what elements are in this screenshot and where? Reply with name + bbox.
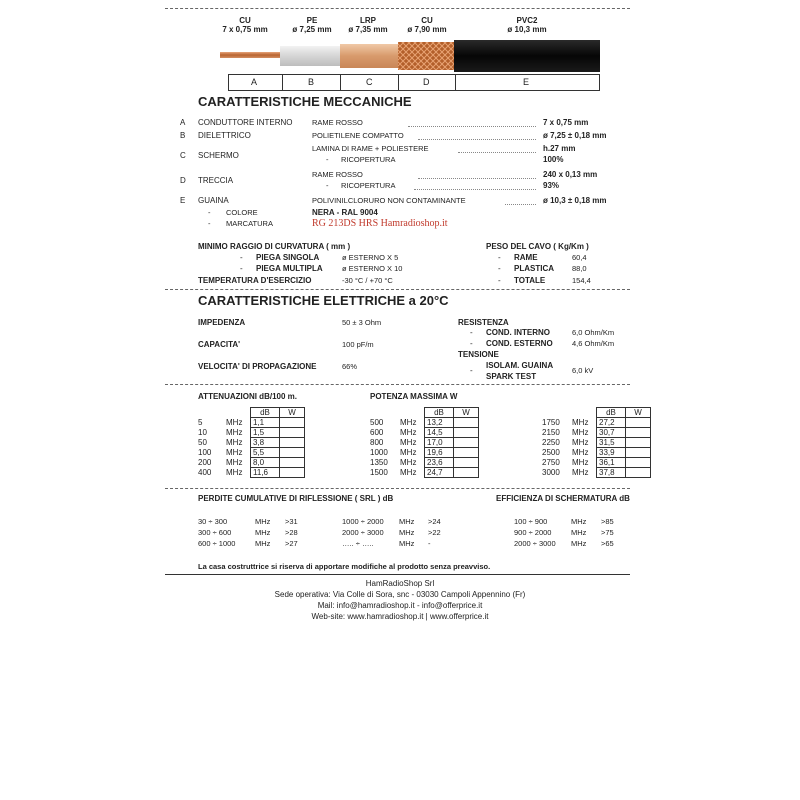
mech-row-value: 240 x 0,13 mm xyxy=(543,170,598,179)
letter-e: E xyxy=(523,77,530,87)
isolam-guaina-label: ISOLAM. GUAINA xyxy=(486,361,554,370)
srl-range: ….. ÷ ….. xyxy=(342,539,374,548)
db-header: dB xyxy=(425,408,454,418)
footer-web: Web-site: www.hamradioshop.it | www.offerprice.it xyxy=(311,612,489,621)
eff-value: >65 xyxy=(601,539,614,548)
top-divider xyxy=(165,8,630,9)
unit-cell: MHz xyxy=(226,418,243,427)
unit-cell: MHz xyxy=(400,418,417,427)
layer-d-header xyxy=(407,16,446,34)
divider xyxy=(165,384,630,385)
db-cell: 3,8 xyxy=(251,438,280,448)
freq-cell: 50 xyxy=(198,438,207,447)
capacita-label: CAPACITA' xyxy=(198,340,241,349)
unit-cell: MHz xyxy=(226,468,243,477)
piega-singola-label: PIEGA SINGOLA xyxy=(256,253,320,262)
braid-d xyxy=(398,42,456,70)
layer-e-header xyxy=(507,16,546,34)
srl-title: PERDITE CUMULATIVE DI RIFLESSIONE ( SRL ) dB xyxy=(198,494,394,503)
layer-name: PE xyxy=(306,16,318,25)
letter-c: C xyxy=(366,77,373,87)
mech-row-sub: RICOPERTURA xyxy=(341,181,396,190)
mech-row-subvalue: 100% xyxy=(543,155,564,164)
db-cell: 17,0 xyxy=(425,438,454,448)
freq-cell: 1350 xyxy=(370,458,388,467)
freq-cell: 3000 xyxy=(542,468,560,477)
mech-row-letter: B xyxy=(180,131,186,140)
srl-range: 30 ÷ 300 xyxy=(198,517,228,526)
srl-unit: MHz xyxy=(399,517,415,526)
letter-b: B xyxy=(308,77,315,87)
unit-cell: MHz xyxy=(572,418,589,427)
freq-cell: 2750 xyxy=(542,458,560,467)
db-header: dB xyxy=(597,408,626,418)
freq-cell: 10 xyxy=(198,428,207,437)
srl-range: 1000 ÷ 2000 xyxy=(342,517,384,526)
srl-range: 300 ÷ 600 xyxy=(198,528,232,537)
db-cell: 36,1 xyxy=(597,458,626,468)
mech-row-label: DIELETTRICO xyxy=(198,131,251,140)
mech-row-desc: POLIETILENE COMPATTO xyxy=(312,131,404,140)
db-cell: 19,6 xyxy=(425,448,454,458)
db-header: dB xyxy=(251,408,280,418)
layer-name: CU xyxy=(239,16,251,25)
srl-range: 2000 ÷ 3000 xyxy=(342,528,384,537)
peso-plastica-label: PLASTICA xyxy=(514,264,554,273)
w-header: W xyxy=(454,408,479,418)
layer-a-header xyxy=(222,16,267,34)
layer-size: ø 7,90 mm xyxy=(407,25,447,34)
srl-unit: MHz xyxy=(399,539,415,548)
mech-row-letter: D xyxy=(180,176,186,185)
disclaimer: La casa costruttrice si riserva di apportare modifiche al prodotto senza preavviso. xyxy=(198,562,491,571)
layer-size: ø 7,25 mm xyxy=(292,25,332,34)
divider xyxy=(165,488,630,489)
peso-title: PESO DEL CAVO ( Kg/Km ) xyxy=(486,242,589,251)
divider xyxy=(165,289,630,290)
temperatura-label: TEMPERATURA D'ESERCIZIO xyxy=(198,276,312,285)
eff-value: >85 xyxy=(601,517,614,526)
mech-row-value: ø 10,3 ± 0,18 mm xyxy=(543,196,607,205)
srl-value: >31 xyxy=(285,517,298,526)
velocita-label: VELOCITA' DI PROPAGAZIONE xyxy=(198,362,317,371)
mech-row-letter: E xyxy=(180,196,186,205)
unit-cell: MHz xyxy=(226,458,243,467)
unit-cell: MHz xyxy=(226,448,243,457)
db-cell: 8,0 xyxy=(251,458,280,468)
db-cell: 5,5 xyxy=(251,448,280,458)
dielectric-b xyxy=(280,46,342,66)
db-cell: 1,5 xyxy=(251,428,280,438)
db-cell: 27,2 xyxy=(597,418,626,428)
db-cell: 31,5 xyxy=(597,438,626,448)
unit-cell: MHz xyxy=(572,428,589,437)
freq-cell: 5 xyxy=(198,418,203,427)
mech-row-value: ø 7,25 ± 0,18 mm xyxy=(543,131,607,140)
layer-name: LRP xyxy=(359,16,376,25)
cond-esterno-value: 4,6 Ohm/Km xyxy=(572,339,615,348)
mech-row-desc: RAME ROSSO xyxy=(312,170,363,179)
unit-cell: MHz xyxy=(226,438,243,447)
eff-range: 2000 ÷ 3000 xyxy=(514,539,556,548)
footer-company: HamRadioShop Srl xyxy=(365,579,435,588)
db-cell: 11,6 xyxy=(251,468,280,478)
unit-cell: MHz xyxy=(400,448,417,457)
eff-unit: MHz xyxy=(571,517,587,526)
letter-row-bottom-line xyxy=(228,90,600,91)
mech-row-label: CONDUTTORE INTERNO xyxy=(198,118,293,127)
marcatura-label: MARCATURA xyxy=(226,219,273,228)
freq-cell: 200 xyxy=(198,458,212,467)
colore-label: COLORE xyxy=(226,208,258,217)
piega-singola-value: ø ESTERNO X 5 xyxy=(342,253,399,262)
foil-c xyxy=(340,44,400,68)
cond-interno-value: 6,0 Ohm/Km xyxy=(572,328,615,337)
unit-cell: MHz xyxy=(226,428,243,437)
layer-size: ø 7,35 mm xyxy=(348,25,388,34)
freq-cell: 400 xyxy=(198,468,212,477)
srl-value: >27 xyxy=(285,539,298,548)
peso-totale-value: 154,4 xyxy=(572,276,591,285)
peso-totale-label: TOTALE xyxy=(514,276,546,285)
attenuazioni-title: ATTENUAZIONI dB/100 m. xyxy=(198,392,297,401)
srl-unit: MHz xyxy=(255,539,271,548)
unit-cell: MHz xyxy=(572,448,589,457)
temperatura-value: -30 °C / +70 °C xyxy=(342,276,393,285)
mech-row-label: TRECCIA xyxy=(198,176,234,185)
freq-cell: 1500 xyxy=(370,468,388,477)
footer-address: Sede operativa: Via Colle di Sora, snc - 03030 Campoli Appennino (Fr) xyxy=(274,590,526,599)
colore-value: NERA - RAL 9004 xyxy=(312,208,378,217)
srl-unit: MHz xyxy=(255,528,271,537)
attenuation-table-1 xyxy=(196,407,305,478)
footer-mail: Mail: info@hamradioshop.it - info@offerprice.it xyxy=(317,601,483,610)
freq-cell: 100 xyxy=(198,448,212,457)
letter-a: A xyxy=(251,77,258,87)
eff-value: >75 xyxy=(601,528,614,537)
peso-rame-value: 60,4 xyxy=(572,253,587,262)
cond-esterno-label: COND. ESTERNO xyxy=(486,339,553,348)
unit-cell: MHz xyxy=(400,458,417,467)
db-cell: 1,1 xyxy=(251,418,280,428)
srl-value: >28 xyxy=(285,528,298,537)
peso-plastica-value: 88,0 xyxy=(572,264,587,273)
impedenza-label: IMPEDENZA xyxy=(198,318,246,327)
layer-size: 7 x 0,75 mm xyxy=(222,25,268,34)
attenuation-table-3 xyxy=(540,407,651,478)
resistenza-label: RESISTENZA xyxy=(458,318,509,327)
freq-cell: 2500 xyxy=(542,448,560,457)
db-cell: 13,2 xyxy=(425,418,454,428)
mech-row-desc: RAME ROSSO xyxy=(312,118,363,127)
srl-range: 600 ÷ 1000 xyxy=(198,539,236,548)
electrical-section-title: CARATTERISTICHE ELETTRICHE a 20°C xyxy=(198,293,449,308)
srl-value: - xyxy=(428,539,431,548)
mechanical-section-title: CARATTERISTICHE MECCANICHE xyxy=(198,94,412,109)
mech-row-label: GUAINA xyxy=(198,196,229,205)
srl-unit: MHz xyxy=(399,528,415,537)
freq-cell: 2250 xyxy=(542,438,560,447)
db-cell: 33,9 xyxy=(597,448,626,458)
attenuation-table-2 xyxy=(368,407,479,478)
schermatura-title: EFFICIENZA DI SCHERMATURA dB xyxy=(496,494,630,503)
isolam-guaina-value: 6,0 kV xyxy=(572,366,594,375)
tensione-label: TENSIONE xyxy=(458,350,499,359)
db-cell: 23,6 xyxy=(425,458,454,468)
eff-unit: MHz xyxy=(571,528,587,537)
freq-cell: 1750 xyxy=(542,418,560,427)
mech-row-subvalue: 93% xyxy=(543,181,560,190)
freq-cell: 600 xyxy=(370,428,384,437)
mech-row-value: 7 x 0,75 mm xyxy=(543,118,589,127)
unit-cell: MHz xyxy=(572,468,589,477)
mech-row-label: SCHERMO xyxy=(198,151,239,160)
layer-name: PVC2 xyxy=(516,16,538,25)
srl-unit: MHz xyxy=(255,517,271,526)
db-cell: 14,5 xyxy=(425,428,454,438)
freq-cell: 2150 xyxy=(542,428,560,437)
cable-cross-section-illustration xyxy=(220,40,600,72)
srl-value: >22 xyxy=(428,528,441,537)
freq-cell: 500 xyxy=(370,418,384,427)
piega-multipla-label: PIEGA MULTIPLA xyxy=(256,264,323,273)
eff-range: 100 ÷ 900 xyxy=(514,517,548,526)
db-cell: 37,8 xyxy=(597,468,626,478)
raggio-title: MINIMO RAGGIO DI CURVATURA ( mm ) xyxy=(198,242,351,251)
spark-test-label: SPARK TEST xyxy=(486,372,537,381)
eff-range: 900 ÷ 2000 xyxy=(514,528,552,537)
mech-row-desc: POLIVINILCLORURO NON CONTAMINANTE xyxy=(312,196,466,205)
unit-cell: MHz xyxy=(400,468,417,477)
layer-b-header xyxy=(292,16,331,34)
footer-divider xyxy=(165,574,630,575)
layer-size: ø 10,3 mm xyxy=(507,25,547,34)
letter-row-top-line xyxy=(228,74,600,75)
capacita-value: 100 pF/m xyxy=(342,340,374,349)
jacket-e xyxy=(454,40,600,72)
piega-multipla-value: ø ESTERNO X 10 xyxy=(342,264,403,273)
freq-cell: 800 xyxy=(370,438,384,447)
unit-cell: MHz xyxy=(572,458,589,467)
mech-row-letter: A xyxy=(180,118,186,127)
layer-c-header xyxy=(348,16,387,34)
conductor-a xyxy=(220,52,282,58)
unit-cell: MHz xyxy=(572,438,589,447)
mech-row-letter: C xyxy=(180,151,186,160)
unit-cell: MHz xyxy=(400,438,417,447)
w-header: W xyxy=(280,408,305,418)
db-cell: 24,7 xyxy=(425,468,454,478)
peso-rame-label: RAME xyxy=(514,253,538,262)
mech-row-desc: LAMINA DI RAME + POLIESTERE xyxy=(312,144,429,153)
db-cell: 30,7 xyxy=(597,428,626,438)
potenza-title: POTENZA MASSIMA W xyxy=(370,392,458,401)
w-header: W xyxy=(626,408,651,418)
freq-cell: 1000 xyxy=(370,448,388,457)
cond-interno-label: COND. INTERNO xyxy=(486,328,550,337)
unit-cell: MHz xyxy=(400,428,417,437)
impedenza-value: 50 ± 3 Ohm xyxy=(342,318,382,327)
letter-d: D xyxy=(423,77,430,87)
marcatura-value: RG 213DS HRS Hamradioshop.it xyxy=(312,218,448,229)
mech-row-sub: RICOPERTURA xyxy=(341,155,396,164)
eff-unit: MHz xyxy=(571,539,587,548)
srl-value: >24 xyxy=(428,517,441,526)
velocita-value: 66% xyxy=(342,362,358,371)
mech-row-value: h.27 mm xyxy=(543,144,576,153)
layer-name: CU xyxy=(421,16,433,25)
